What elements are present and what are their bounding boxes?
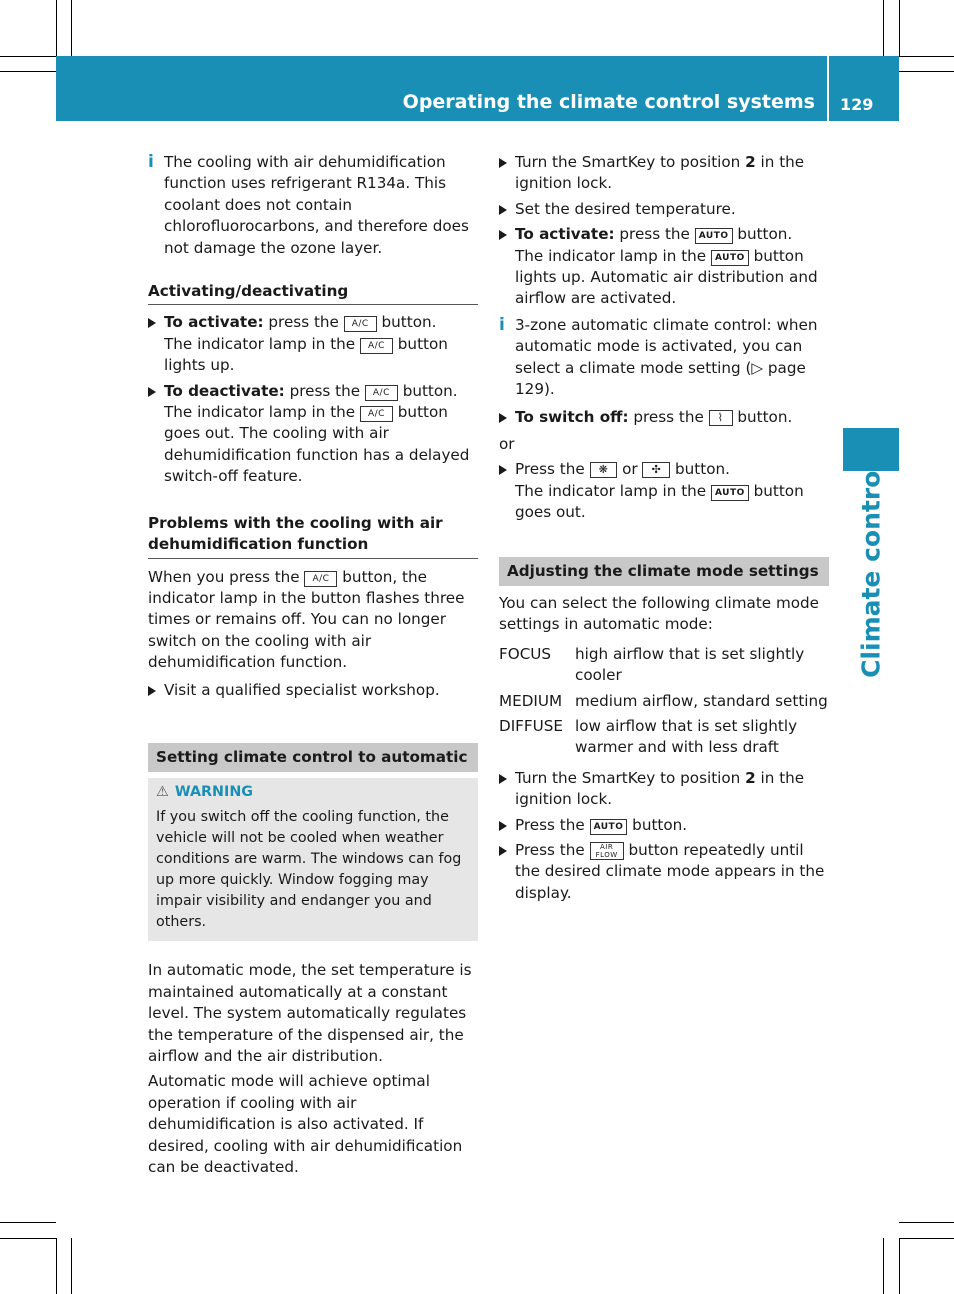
crop-mark xyxy=(0,1238,56,1239)
crop-mark xyxy=(56,1238,57,1294)
auto-button-icon: AUTO xyxy=(590,819,628,835)
or-text: or xyxy=(499,434,515,453)
step-smartkey: Turn the SmartKey to position 2 in the ignition lock. xyxy=(499,768,829,811)
mode-value: medium airflow, standard setting xyxy=(575,691,828,710)
auto-button-icon: AUTO xyxy=(711,485,749,501)
step-arrow-icon xyxy=(499,465,507,475)
step-arrow-icon xyxy=(148,318,156,328)
section-heading: Activating/deactivating xyxy=(148,281,478,305)
ac-button-icon: A/C xyxy=(304,571,337,587)
right-column xyxy=(499,152,829,904)
crop-mark xyxy=(883,1238,884,1294)
auto-button-icon: AUTO xyxy=(711,250,749,266)
page-title: Operating the climate control systems xyxy=(402,91,815,113)
fan-small-icon: ❋ xyxy=(590,462,618,478)
step-activate-auto: To activate: press the AUTO button. The indicator lamp in the AUTO button lights up. Automatic air distribution and airflow are activated. xyxy=(499,224,829,310)
mode-row xyxy=(499,644,829,687)
step-arrow-icon xyxy=(499,846,507,856)
side-tab-label: Climate control xyxy=(856,462,886,678)
crop-mark xyxy=(899,1238,954,1239)
step-arrow-icon xyxy=(499,413,507,423)
crop-mark xyxy=(899,1238,900,1294)
step-arrow-icon xyxy=(499,205,507,215)
mode-key: FOCUS xyxy=(499,644,552,663)
step-press-auto: Press the AUTO button. xyxy=(499,815,829,836)
off-button-icon: ⌇ xyxy=(709,410,733,426)
header-divider xyxy=(827,56,829,121)
step-press-fan: Press the ❋ or ✣ button. The indicator lamp in the AUTO button goes out. xyxy=(499,459,829,523)
body-text: Automatic mode will achieve optimal operation if cooling with air dehumidification is also activated. If desired, cooling with air dehumidification can be deactivated. xyxy=(148,1072,463,1176)
info-text: The cooling with air dehumidification function uses refrigerant R134a. This coolant does not contain chlorofluorocarbons, and therefore does not damage the ozone layer. xyxy=(164,153,469,257)
crop-mark xyxy=(0,56,56,57)
fan-large-icon: ✣ xyxy=(642,462,670,478)
step-arrow-icon xyxy=(499,158,507,168)
mode-row xyxy=(499,691,829,712)
crop-mark xyxy=(71,1238,72,1294)
warning-text: If you switch off the cooling function, the vehicle will not be cooled when weather conditions are warm. The windows can fog up more quickly. Window fogging may impair visibility and endanger you and others. xyxy=(156,809,462,931)
mode-key: MEDIUM xyxy=(499,691,563,710)
crop-mark xyxy=(899,1222,954,1223)
step-arrow-icon xyxy=(148,387,156,397)
info-text: 3-zone automatic climate control: when automatic mode is activated, you can select a climate mode setting (▷ page 129). xyxy=(515,315,818,399)
ac-button-icon: A/C xyxy=(365,385,398,401)
body-text: In automatic mode, the set temperature is maintained automatically at a constant level. The system automatically regulates the temperature of the dispensed air, the airflow and the air distribution. xyxy=(148,961,472,1065)
ac-button-icon: A/C xyxy=(360,406,393,422)
crop-mark xyxy=(883,0,884,56)
crop-mark xyxy=(899,71,954,72)
step-arrow-icon xyxy=(499,821,507,831)
step-temperature: Set the desired temperature. xyxy=(499,199,829,220)
mode-value: low airflow that is set slightly warmer and with less draft xyxy=(575,716,798,757)
warning-icon: ⚠ xyxy=(156,784,169,801)
step-arrow-icon xyxy=(148,686,156,696)
info-note xyxy=(148,152,478,259)
mode-key: DIFFUSE xyxy=(499,716,563,735)
ac-button-icon: A/C xyxy=(344,316,377,332)
step-smartkey: Turn the SmartKey to position 2 in the ignition lock. xyxy=(499,152,829,195)
warning-header: ⚠ WARNING xyxy=(156,784,254,801)
left-column xyxy=(148,152,478,1178)
info-note xyxy=(499,315,829,401)
step-deactivate: To deactivate: press the A/C button. The indicator lamp in the A/C button goes out. The cooling with air dehumidification function has a delayed switch-off feature. xyxy=(148,381,478,488)
crop-mark xyxy=(899,0,900,56)
page-number: 129 xyxy=(840,95,874,114)
crop-mark xyxy=(899,56,954,57)
crop-mark xyxy=(71,0,72,56)
ac-button-icon: A/C xyxy=(360,338,393,354)
step-activate: To activate: press the A/C button. The indicator lamp in the A/C button lights up. xyxy=(148,312,478,376)
section-bar: Setting climate control to automatic xyxy=(148,743,478,772)
crop-mark xyxy=(0,71,56,72)
section-bar: Adjusting the climate mode settings xyxy=(499,557,829,586)
body-text: You can select the following climate mode settings in automatic mode: xyxy=(499,593,820,634)
step-visit: Visit a qualified specialist workshop. xyxy=(148,680,478,701)
step-switch-off: To switch off: press the ⌇ button. xyxy=(499,407,829,428)
page-header xyxy=(56,56,899,121)
info-icon: i xyxy=(148,152,154,172)
info-icon: i xyxy=(499,314,505,335)
section-heading: Problems with the cooling with air dehumidification function xyxy=(148,513,478,559)
crop-mark xyxy=(56,0,57,56)
airflow-button-icon: AIR FLOW xyxy=(590,842,624,860)
problems-text: When you press the A/C button, the indicator lamp in the button flashes three times or remains off. You can no longer switch on the cooling with air dehumidification function. xyxy=(148,567,465,672)
crop-mark xyxy=(0,1222,56,1223)
step-arrow-icon xyxy=(499,774,507,784)
auto-button-icon: AUTO xyxy=(695,228,733,244)
mode-row xyxy=(499,716,829,759)
warning-box xyxy=(148,778,478,941)
step-press-airflow: Press the AIR FLOW button repeatedly until the desired climate mode appears in the display. xyxy=(499,840,829,904)
step-arrow-icon xyxy=(499,230,507,240)
mode-value: high airflow that is set slightly cooler xyxy=(575,644,805,685)
